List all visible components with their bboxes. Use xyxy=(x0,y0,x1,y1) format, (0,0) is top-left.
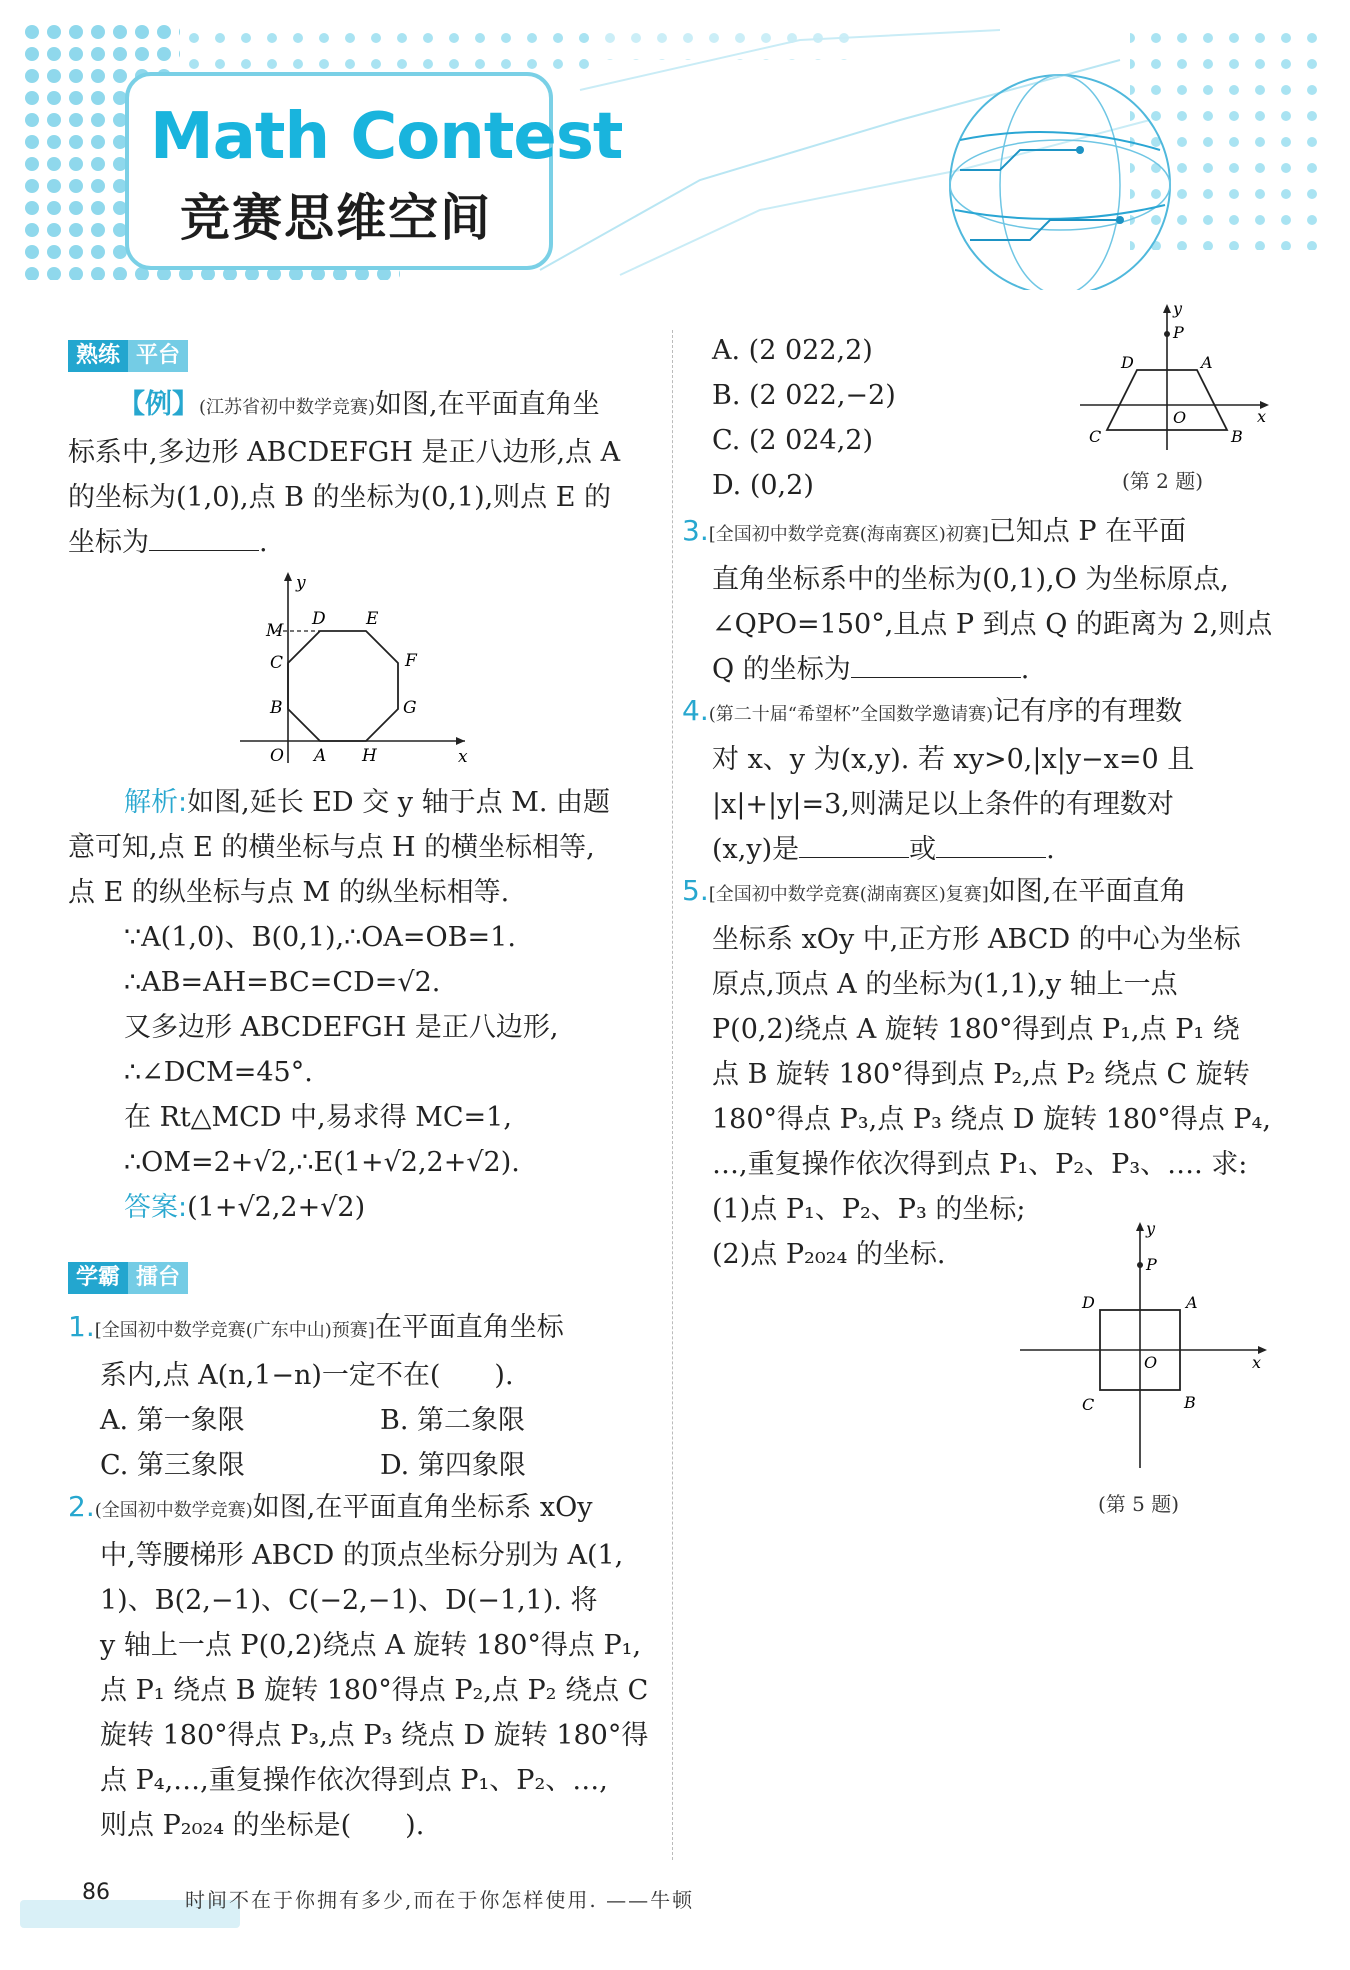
label-c: C xyxy=(1089,427,1102,446)
footer-quote: 时间不在于你拥有多少,而在于你怎样使用. ——牛顿 xyxy=(185,1888,695,1912)
title-english: Math Contest xyxy=(150,100,623,174)
question-2-options xyxy=(712,328,1052,508)
label-y: y xyxy=(1173,300,1183,318)
example-line: 坐标为 xyxy=(68,527,149,558)
question-line: 1)、B(2,−1)、C(−2,−1)、D(−1,1). 将 xyxy=(100,1585,598,1616)
question-line: 已知点 P 在平面 xyxy=(988,516,1187,547)
solution-line: ∴∠DCM=45°. xyxy=(124,1057,313,1088)
label-x: x xyxy=(1257,407,1267,426)
solution-line: ∴OM=2+√2,∴E(1+√2,2+√2). xyxy=(124,1147,520,1178)
label-b: B xyxy=(1184,1393,1196,1412)
example-line: 如图,在平面直角坐 xyxy=(375,389,600,420)
question-line: P(0,2)绕点 A 旋转 180°得到点 P₁,点 P₁ 绕 xyxy=(712,1014,1240,1045)
question-number: 1. xyxy=(68,1310,95,1343)
question-line: 则点 P₂₀₂₄ 的坐标是( ). xyxy=(100,1810,425,1841)
point-p xyxy=(1137,1262,1143,1268)
label-y: y xyxy=(296,573,306,593)
label-o: O xyxy=(1144,1353,1158,1372)
label-g: G xyxy=(403,698,417,718)
question-line: 旋转 180°得点 P₃,点 P₃ 绕点 D 旋转 180°得 xyxy=(100,1720,649,1751)
label-m: M xyxy=(266,621,284,641)
solution-line: ∴AB=AH=BC=CD=√2. xyxy=(124,967,441,998)
question-line: Q 的坐标为 xyxy=(712,654,851,685)
example-line: 标系中,多边形 ABCDEFGH 是正八边形,点 A xyxy=(68,437,621,468)
question-source: [全国初中数学竞赛(海南赛区)初赛] xyxy=(708,524,989,545)
label-y: y xyxy=(1146,1219,1156,1238)
answer-blank xyxy=(799,827,909,858)
question-line: 记有序的有理数 xyxy=(993,696,1183,727)
question-line: 点 P₁ 绕点 B 旋转 180°得点 P₂,点 P₂ 绕点 C xyxy=(100,1675,649,1706)
label-a: A xyxy=(1186,1293,1198,1312)
label-d: D xyxy=(1082,1293,1095,1312)
question-4 xyxy=(682,688,1282,872)
label-d: D xyxy=(1121,353,1134,372)
figure-caption-2: (第 2 题) xyxy=(1122,469,1204,493)
label-e: E xyxy=(366,609,379,629)
label-a: A xyxy=(1201,353,1213,372)
option-c: C. (2 024,2) xyxy=(712,425,873,456)
question-line: 如图,在平面直角 xyxy=(988,876,1187,907)
label-o: O xyxy=(270,746,284,766)
question-line: …,重复操作依次得到点 P₁、P₂、P₃、…. 求: xyxy=(712,1149,1248,1180)
question-line: (x,y)是 xyxy=(712,834,800,865)
section-tag-practice xyxy=(68,340,188,372)
label-x: x xyxy=(1252,1353,1262,1372)
question-line: 坐标系 xOy 中,正方形 ABCD 的中心为坐标 xyxy=(712,924,1241,955)
option-d: D. (0,2) xyxy=(712,470,814,501)
question-1 xyxy=(68,1304,658,1488)
title-chinese: 竞赛思维空间 xyxy=(180,189,492,247)
question-line: 180°得点 P₃,点 P₃ 绕点 D 旋转 180°得点 P₄, xyxy=(712,1104,1271,1135)
label-f: F xyxy=(405,651,417,671)
question-5 xyxy=(682,868,1282,1277)
label-b: B xyxy=(270,698,283,718)
section-tag-contest xyxy=(68,1262,188,1294)
column-divider xyxy=(672,330,673,1860)
solution-label: 解析: xyxy=(124,787,188,818)
question-line: |x|+|y|=3,则满足以上条件的有理数对 xyxy=(712,789,1174,820)
option-b: B. (2 022,−2) xyxy=(712,380,896,411)
octagon-figure xyxy=(240,568,480,768)
question-source: (第二十届“希望杯”全国数学邀请赛) xyxy=(708,704,994,725)
question-line: 如图,在平面直角坐标系 xOy xyxy=(252,1492,593,1523)
question-or: 或 xyxy=(909,834,937,865)
example-label: 【例】 xyxy=(118,389,199,420)
label-o: O xyxy=(1173,408,1187,427)
question-line: y 轴上一点 P(0,2)绕点 A 旋转 180°得点 P₁, xyxy=(100,1630,642,1661)
answer-label: 答案: xyxy=(124,1192,188,1223)
question-end: . xyxy=(1020,654,1030,685)
question-line: 在平面直角坐标 xyxy=(374,1312,564,1343)
question-line: (2)点 P₂₀₂₄ 的坐标. xyxy=(712,1239,946,1270)
label-p: P xyxy=(1173,323,1184,342)
answer-blank xyxy=(149,520,259,551)
octagon-shape xyxy=(288,631,398,741)
solution-line: 如图,延长 ED 交 y 轴于点 M. 由题 xyxy=(187,787,611,818)
question-line: 系内,点 A(n,1−n)一定不在( ). xyxy=(100,1360,514,1391)
label-p: P xyxy=(1146,1255,1157,1274)
question-line: 点 B 旋转 180°得到点 P₂,点 P₂ 绕点 C 旋转 xyxy=(712,1059,1250,1090)
question-source: [全国初中数学竞赛(广东中山)预赛] xyxy=(94,1320,375,1341)
answer-value: (1+√2,2+√2) xyxy=(187,1192,366,1223)
option-d: D. 第四象限 xyxy=(380,1450,526,1481)
example-source: (江苏省初中数学竞赛) xyxy=(199,397,376,418)
solution-line: 在 Rt△MCD 中,易求得 MC=1, xyxy=(124,1102,512,1133)
label-b: B xyxy=(1231,427,1243,446)
question-number: 2. xyxy=(68,1490,95,1523)
option-a: A. 第一象限 xyxy=(100,1405,245,1436)
tag-contest-b: 擂台 xyxy=(128,1262,188,1294)
question-2 xyxy=(68,1484,658,1848)
question-line: 对 x、y 为(x,y). 若 xy>0,|x|y−x=0 且 xyxy=(712,744,1195,775)
label-c: C xyxy=(270,653,284,673)
label-h: H xyxy=(362,746,377,766)
question-source: [全国初中数学竞赛(湖南赛区)复赛] xyxy=(708,884,989,905)
solution-line: ∵A(1,0)、B(0,1),∴OA=OB=1. xyxy=(124,922,516,953)
label-c: C xyxy=(1082,1395,1095,1414)
label-x: x xyxy=(458,747,468,767)
square-figure xyxy=(1020,1218,1270,1473)
tag-contest-a: 学霸 xyxy=(68,1262,128,1294)
solution-line: 又多边形 ABCDEFGH 是正八边形, xyxy=(124,1012,559,1043)
tag-practice-a: 熟练 xyxy=(68,340,128,372)
point-p xyxy=(1164,331,1170,337)
question-line: (1)点 P₁、P₂、P₃ 的坐标; xyxy=(712,1194,1026,1225)
solution-line: 意可知,点 E 的横坐标与点 H 的横坐标相等, xyxy=(68,832,595,863)
label-a: A xyxy=(314,746,327,766)
question-line: ∠QPO=150°,且点 P 到点 Q 的距离为 2,则点 xyxy=(712,609,1273,640)
tag-practice-b: 平台 xyxy=(128,340,188,372)
answer-blank xyxy=(851,647,1021,678)
label-d: D xyxy=(312,609,326,629)
option-b: B. 第二象限 xyxy=(380,1405,526,1436)
page-number: 86 xyxy=(82,1880,110,1905)
answer-blank xyxy=(936,827,1046,858)
example-end: . xyxy=(259,527,268,558)
question-number: 5. xyxy=(682,874,709,907)
question-number: 4. xyxy=(682,694,709,727)
solution-block xyxy=(68,780,658,1230)
option-a: A. (2 022,2) xyxy=(712,335,873,366)
example-line: 的坐标为(1,0),点 B 的坐标为(0,1),则点 E 的 xyxy=(68,482,612,513)
question-number: 3. xyxy=(682,514,709,547)
option-c: C. 第三象限 xyxy=(100,1450,245,1481)
question-source: (全国初中数学竞赛) xyxy=(94,1500,253,1521)
question-line: 点 P₄,…,重复操作依次得到点 P₁、P₂、…, xyxy=(100,1765,608,1796)
question-line: 原点,顶点 A 的坐标为(1,1),y 轴上一点 xyxy=(712,969,1178,1000)
trapezoid-figure xyxy=(1075,300,1275,460)
question-line: 直角坐标系中的坐标为(0,1),O 为坐标原点, xyxy=(712,564,1229,595)
question-3 xyxy=(682,508,1282,692)
figure-caption-5: (第 5 题) xyxy=(1098,1492,1180,1516)
solution-line: 点 E 的纵坐标与点 M 的纵坐标相等. xyxy=(68,877,510,908)
question-end: . xyxy=(1046,834,1055,865)
example-block xyxy=(68,382,658,565)
question-line: 中,等腰梯形 ABCD 的顶点坐标分别为 A(1, xyxy=(100,1540,624,1571)
